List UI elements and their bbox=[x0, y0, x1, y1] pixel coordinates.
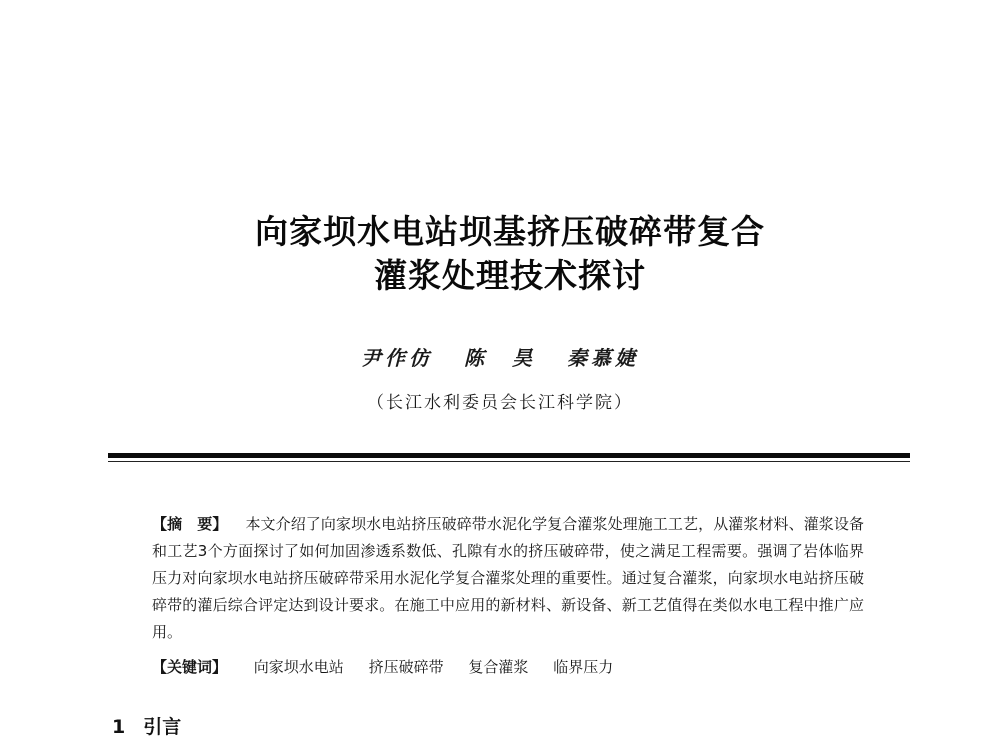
keyword-item: 挤压破碎带 bbox=[368, 658, 444, 676]
abstract-text: 本文介绍了向家坝水电站挤压破碎带水泥化学复合灌浆处理施工工艺，从灌浆材料、灌浆设备和工艺3个方面探讨了如何加固渗透系数低、孔隙有水的挤压破碎带，使之满足工程需要。强调了岩体临界压力对向家坝水电站挤压破碎带采用水泥化学复合灌浆处理的重要性。通过复合灌浆，向家坝水电站挤压破碎带的灌后综合评定达到设计要求。在施工中应用的新材料、新设备、新工艺值得在类似水电工程中推广应用。 bbox=[152, 515, 864, 641]
author-list bbox=[0, 342, 1000, 371]
keywords-block bbox=[152, 655, 864, 679]
paper-title-line-1: 向家坝水电站坝基挤压破碎带复合 bbox=[255, 212, 765, 251]
paper-title-line-2: 灌浆处理技术探讨 bbox=[374, 256, 646, 295]
keywords-label: 【关键词】 bbox=[152, 658, 228, 676]
abstract-label: 【摘 要】 bbox=[152, 515, 228, 533]
header-divider-thin bbox=[108, 461, 910, 462]
author-name: 秦慕婕 bbox=[566, 346, 639, 370]
section-title: 引言 bbox=[143, 716, 182, 738]
section-heading bbox=[112, 712, 181, 739]
keyword-item: 临界压力 bbox=[553, 658, 614, 676]
abstract-block bbox=[152, 511, 864, 646]
author-name: 陈 昊 bbox=[464, 346, 536, 370]
section-number: 1 bbox=[112, 716, 126, 738]
header-divider-thick bbox=[108, 453, 910, 458]
keyword-item: 复合灌浆 bbox=[468, 658, 529, 676]
author-affiliation: （长江水利委员会长江科学院） bbox=[367, 393, 633, 413]
keyword-item: 向家坝水电站 bbox=[253, 658, 344, 676]
author-name: 尹作仿 bbox=[361, 346, 434, 370]
